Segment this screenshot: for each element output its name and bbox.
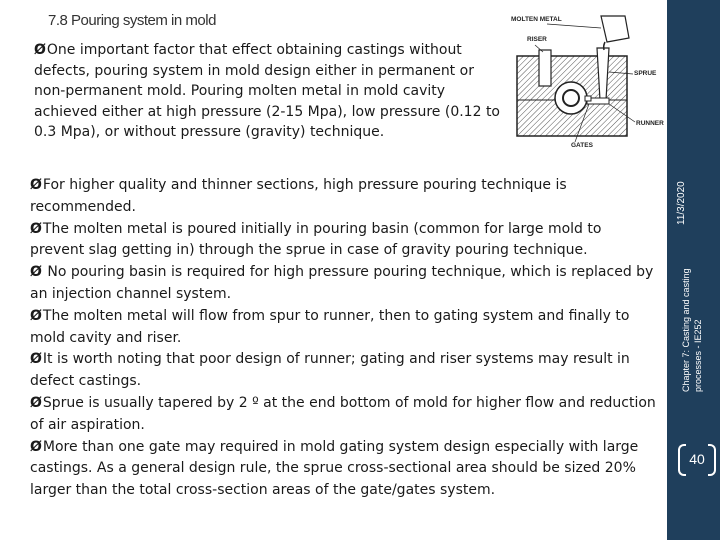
page-number-text: 40 [689, 451, 705, 467]
footer-line-1: Chapter 7: Casting and casting [681, 268, 691, 392]
bullet-arrow-icon: Ø [30, 394, 42, 411]
bullet-arrow-icon: Ø [34, 42, 46, 58]
bullet-arrow-icon: Ø [30, 307, 42, 324]
intro-bullet [34, 40, 504, 143]
list-item [30, 219, 660, 263]
footer-line-2: processes - IE252 [693, 319, 703, 392]
intro-paragraph [34, 40, 504, 143]
page-number [676, 442, 718, 476]
list-item-text: For higher quality and thinner sections, high pressure pouring technique is recommended. [30, 177, 567, 215]
list-item [30, 175, 660, 219]
list-item-text: It is worth noting that poor design of runner; gating and riser systems may result in defect castings. [30, 351, 630, 390]
bullet-arrow-icon: Ø [30, 264, 42, 281]
bracket-right-icon [708, 444, 716, 476]
footer-date: 11/3/2020 [676, 181, 687, 225]
label-sprue: SPRUE [634, 70, 657, 77]
label-molten-metal: MOLTEN METAL [511, 16, 562, 23]
mold-diagram-graphic [505, 12, 665, 158]
list-item-text: The molten metal will flow from spur to runner, then to gating system and finally to mold cavity and riser. [30, 307, 630, 346]
slide-title: 7.8 Pouring system in mold [48, 12, 216, 29]
list-item-text: No pouring basin is required for high pressure pouring technique, which is replaced by an injection channel system. [30, 264, 654, 302]
pouring-system-diagram [505, 12, 665, 158]
list-item-text: The molten metal is poured initially in pouring basin (common for large mold to prevent slag getting in) through the sprue in case of gravity pouring technique. [30, 220, 602, 259]
bullet-arrow-icon: Ø [30, 177, 42, 193]
label-runner: RUNNER [636, 120, 664, 127]
list-item [30, 393, 660, 437]
bullet-arrow-icon: Ø [30, 351, 42, 368]
bracket-left-icon [678, 444, 686, 476]
list-item [30, 306, 660, 350]
list-item [30, 262, 660, 306]
bullet-list [30, 175, 660, 502]
list-item-text: Sprue is usually tapered by 2 º at the end bottom of mold for higher flow and reduction of air aspiration. [30, 394, 656, 433]
label-gates: GATES [571, 142, 593, 149]
intro-text: One important factor that effect obtaining castings without defects, pouring system in mold design either in permanent or non-permanent mold. Pouring molten metal in mold cavity achieved either at high pressure (2-15 Mpa), low pressure (0.12 to 0.3 Mpa), or without pressure (gravity) technique. [34, 42, 500, 140]
list-item [30, 349, 660, 393]
bullet-arrow-icon: Ø [30, 438, 42, 455]
label-riser: RISER [527, 36, 547, 43]
list-item [30, 437, 660, 502]
bullet-arrow-icon: Ø [30, 220, 42, 237]
list-item-text: More than one gate may required in mold gating system design especially with large castings. As a general design rule, the sprue cross-sectional area should be sized 20% larger than the total cross-section areas of the gate/gates system. [30, 438, 639, 499]
